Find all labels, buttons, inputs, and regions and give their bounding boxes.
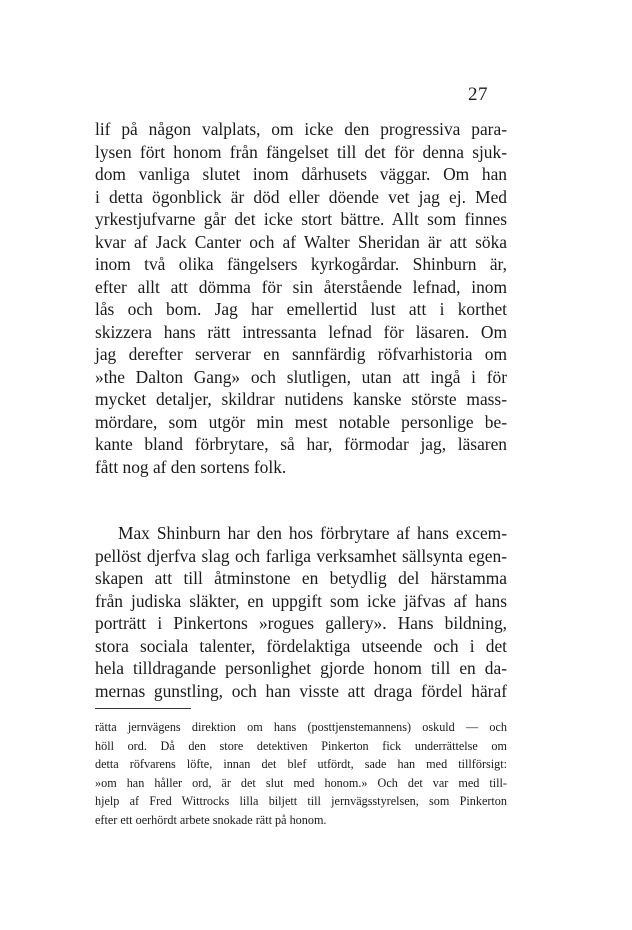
footnote-line: efter ett oerhördt arbete snokade rätt på honom. xyxy=(95,812,327,827)
text-line: stora sociala talenter, fördelaktiga utseende och i det xyxy=(95,635,507,656)
text-line: porträtt i Pinkertons »rogues gallery». Hans bildning, xyxy=(95,613,507,633)
text-line: jag derefter serverar en sannfärdig röfvarhistoria om xyxy=(95,344,507,364)
page-number: 27 xyxy=(468,84,488,105)
text-line: kvar af Jack Canter och af Walter Sheridan är att söka xyxy=(95,231,507,252)
text-line: i detta ögonblick är död eller döende vet jag ej. Med xyxy=(95,186,507,207)
text-line: från judiska släkter, en uppgift som icke jäfvas af hans xyxy=(95,590,507,611)
footnote-line: detta röfvarens löfte, innan det blef utfördt, sade han med tillförsigt: xyxy=(95,757,507,772)
text-line: »the Dalton Gang» och slutligen, utan att ingå i för xyxy=(95,366,507,387)
paragraph-1 xyxy=(95,118,507,478)
text-line: hela tilldragande personlighet gjorde honom till en da- xyxy=(95,658,507,678)
text-line: mernas gunstling, och han visste att draga fördel häraf xyxy=(95,680,507,701)
footnote-line: hjelp af Fred Wittrocks lilla biljett till jernvägsstyrelsen, som Pinkerton xyxy=(95,794,507,809)
paragraph-2 xyxy=(95,522,507,702)
footnote-rule xyxy=(95,708,191,709)
footnote-line: höll ord. Då den store detektiven Pinkerton fick underrättelse om xyxy=(95,738,507,753)
text-line: lif på någon valplats, om icke den progressiva para- xyxy=(95,119,507,139)
footnote-line: rätta jernvägens direktion om hans (posttjenstemannens) oskuld — och xyxy=(95,720,507,734)
text-line: mördare, som utgör min mest notable personlige be- xyxy=(95,411,507,432)
text-line: efter allt att dömma för sin återstående lefnad, inom xyxy=(95,276,507,297)
text-line: skapen att till åtminstone en betydlig del härstamma xyxy=(95,568,507,588)
text-line: skizzera hans rätt intressanta lefnad för läsaren. Om xyxy=(95,321,507,342)
text-line: fått nog af den sortens folk. xyxy=(95,456,287,477)
text-line: lås och bom. Jag har emellertid lust att i korthet xyxy=(95,299,507,319)
text-line: dom vanliga slutet inom dårhusets väggar. Om han xyxy=(95,164,507,184)
text-line: lysen fört honom från fängelset till det för denna sjuk- xyxy=(95,141,507,162)
text-line: kante bland förbrytare, så har, förmodar jag, läsaren xyxy=(95,434,507,454)
footnote-line: »om han håller ord, är det slut med honom.» Och det var med till- xyxy=(95,775,507,790)
text-line: mycket detaljer, skildrar nutidens kanske störste mass- xyxy=(95,389,507,409)
text-line: inom två olika fängelsers kyrkogårdar. Shinburn är, xyxy=(95,254,507,274)
text-line: yrkestjufvarne går det icke stort bättre. Allt som finnes xyxy=(95,209,507,229)
text-line: pellöst djerfva slag och farliga verksamhet sällsynta egen- xyxy=(95,545,507,566)
text-line: Max Shinburn har den hos förbrytare af hans excem- xyxy=(118,523,507,543)
footnote xyxy=(95,718,507,830)
